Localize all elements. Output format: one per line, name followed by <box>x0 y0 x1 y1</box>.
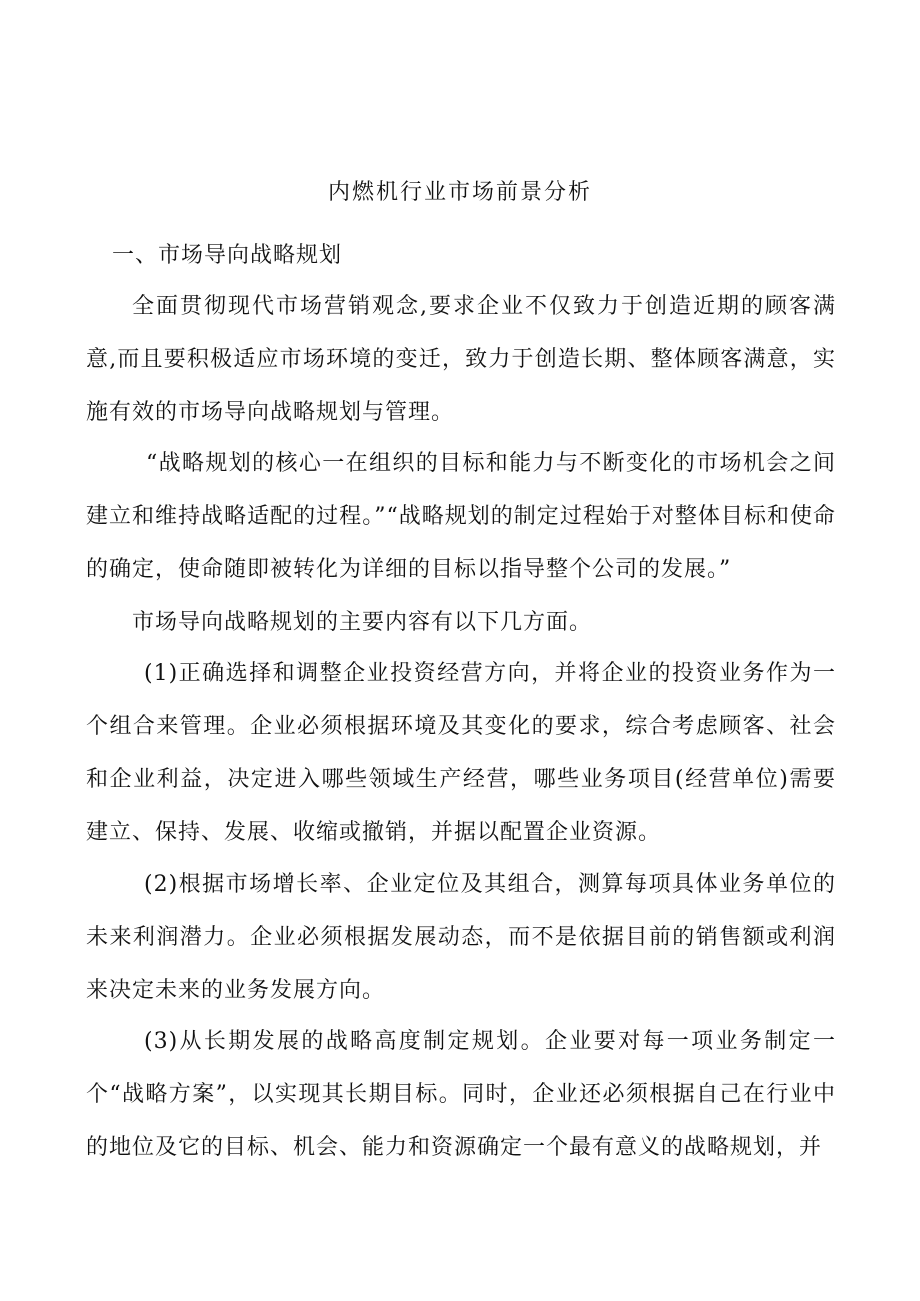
paragraph-4: (1)正确选择和调整企业投资经营方向，并将企业的投资业务作为一个组合来管理。企业必须根据环境及其变化的要求，综合考虑顾客、社会和企业利益，决定进入哪些领域生产经营，哪些业务项目(经营单位)需要建立、保持、发展、收缩或撤销，并据以配置企业资源。 <box>86 661 836 845</box>
paragraph-3: 市场导向战略规划的主要内容有以下几方面。 <box>132 610 593 635</box>
paragraph-6: (3)从长期发展的战略高度制定规划。企业要对每一项业务制定一个“战略方案”，以实现其长期目标。同时，企业还必须根据自己在行业中的地位及它的目标、机会、能力和资源确定一个最有意义的战略规划，并 <box>86 1029 836 1160</box>
paragraph-2: “战略规划的核心一在组织的目标和能力与不断变化的市场机会之间建立和维持战略适配的过程。”“战略规划的制定过程始于对整体目标和使命的确定，使命随即被转化为详细的目标以指导整个公司的发展。” <box>86 451 836 582</box>
document-title: 内燃机行业市场前景分析 <box>327 180 592 205</box>
paragraph-1: 全面贯彻现代市场营销观念,要求企业不仅致力于创造近期的顾客满意,而且要积极适应市场环境的变迁，致力于创造长期、整体顾客满意，实施有效的市场导向战略规划与管理。 <box>86 294 836 425</box>
section-heading: 一、市场导向战略规划 <box>112 243 343 268</box>
paragraph-5: (2)根据市场增长率、企业定位及其组合，测算每项具体业务单位的未来利润潜力。企业必须根据发展动态，而不是依据目前的销售额或利润来决定未来的业务发展方向。 <box>86 872 836 1003</box>
